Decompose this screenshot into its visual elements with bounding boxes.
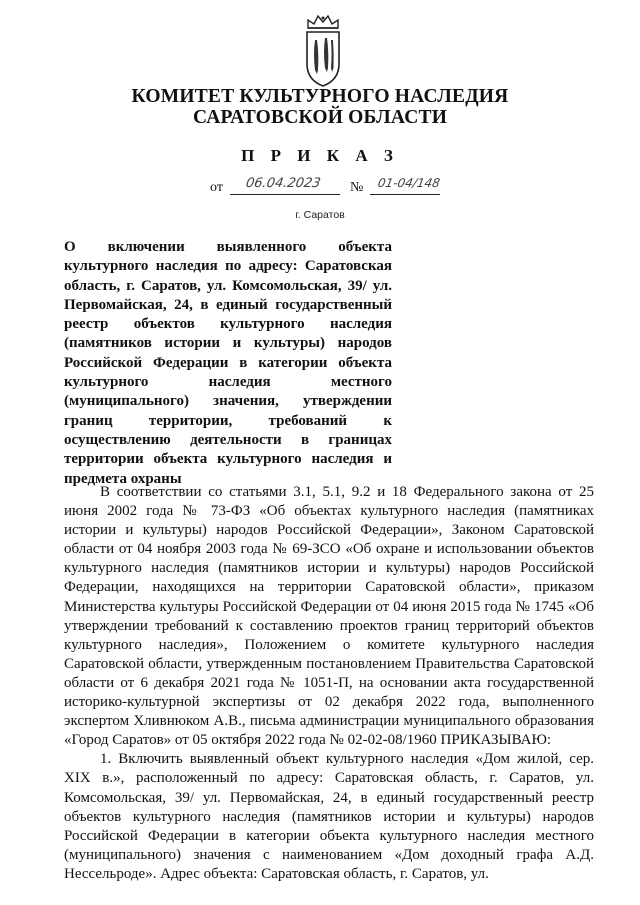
order-date-number-line	[210, 178, 450, 198]
number-label: №	[350, 180, 364, 195]
organization-name-line1: КОМИТЕТ КУЛЬТУРНОГО НАСЛЕДИЯ	[131, 86, 509, 107]
date-underline	[230, 194, 340, 195]
date-label: от	[210, 180, 223, 195]
organization-name-line2: САРАТОВСКОЙ ОБЛАСТИ	[192, 107, 448, 128]
order-subject: О включении выявленного объекта культурного наследия по адресу: Саратовская область, г. Саратов, ул. Комсомольская, 39/ ул. Первомайская, 24, в единый государственный реестр объектов культурного наследия (памятников истории и культуры) народов Российской Федерации в категории объекта культурного наследия местного (муниципального) значения, утверждении границ территории, требований к осуществлению деятельности в границах территории объекта культурного наследия и предмета охраны	[64, 239, 392, 487]
handwritten-date: 06.04.2023	[244, 176, 322, 191]
handwritten-number: 01-04/148	[376, 176, 442, 190]
body-paragraph-preamble: В соответствии со статьями 3.1, 5.1, 9.2 и 18 Федерального закона от 25 июня 2002 года № 73-ФЗ «Об объектах культурного наследия (памятниках истории и культуры) народов Российской Федерации», Законом Саратовской области от 04 ноября 2003 года № 69-ЗСО «Об охране и использовании объектов культурного наследия (памятников истории и культуры) народов Российской Федерации, находящихся на территории Саратовской области», приказом Министерства культуры Российской Федерации от 04 июня 2015 года № 1745 «Об утверждении требований к составлению проектов границ территорий объектов культурного наследия», Положением о комитете культурного наследия Саратовской области, утвержденным постановлением Правительства Саратовской области от 6 декабря 2021 года № 1051-П, на основании акта государственной историко-культурной экспертизы от 02 декабря 2022 года, выполненного экспертом Хливнюком А.В., письма администрации муниципального образования «Город Саратов» от 05 октября 2022 года № 02-02-08/1960 ПРИКАЗЫВАЮ:	[64, 484, 594, 749]
document-title: П Р И К А З	[241, 146, 399, 165]
city-label: г. Саратов	[295, 209, 345, 221]
number-underline	[370, 194, 440, 195]
order-body	[64, 483, 594, 884]
saratov-coat-of-arms-icon	[302, 14, 344, 90]
body-paragraph-item-1: 1. Включить выявленный объект культурного наследия «Дом жилой, сер. XIX в.», расположенный по адресу: Саратовская область, г. Саратов, ул. Комсомольская, 39/ ул. Первомайская, 24, в единый государственный реестр объектов культурного наследия (памятников истории и культуры) народов Российской Федерации в категории объекта культурного наследия местного (муниципального) значения с наименованием «Дом доходный графа А.Д. Нессельроде». Адрес объекта: Саратовская область, г. Саратов, ул.	[64, 751, 594, 882]
